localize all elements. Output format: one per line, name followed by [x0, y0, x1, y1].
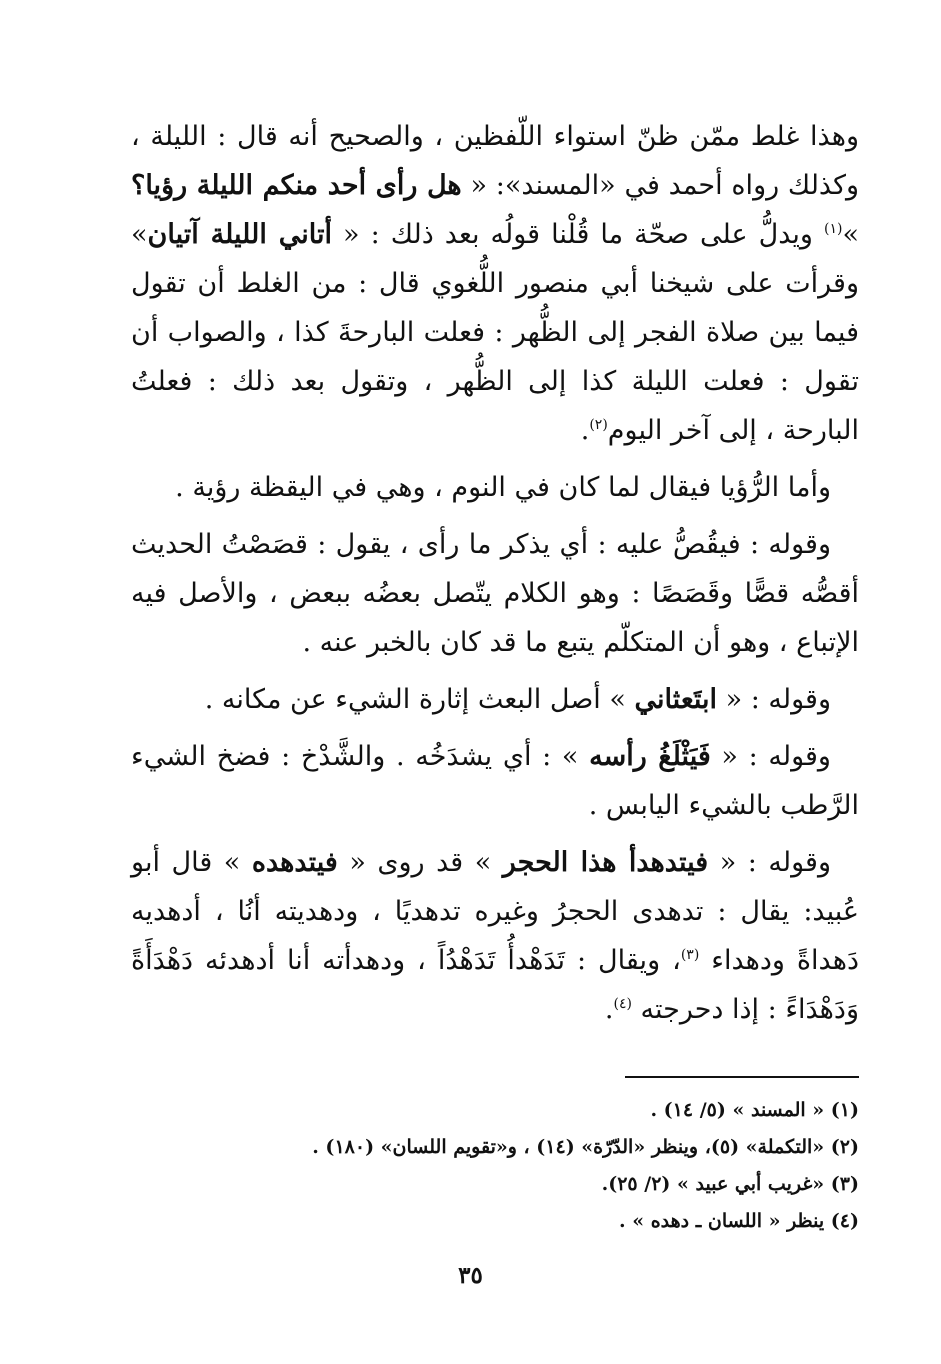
footnote: (٢) «التكملة» (٥)، وينظر «الدّرّة» (١٤) ، و«تقويم اللسان» (١٨٠) .: [312, 1136, 859, 1158]
text-segment: » قد روى «: [337, 847, 503, 878]
footnote-marker: (٢): [589, 417, 608, 433]
text-segment: وقوله : فيقُصُّ عليه : أي يذكر ما رأى ، يقول : قصَصْتُ الحديث أقصُّه قصًّا وقَصَصًا : وهو الكلام يتّصل بعضُه ببعض ، والأصل فيه الإتباع ، وهو أن المتكلّم يتبع ما قد كان بالخبر عنه .: [131, 529, 859, 658]
footnote-separator: [625, 1076, 859, 1078]
hadith-quote: ابتَعثاني: [634, 684, 718, 715]
footnote: (٣) «غريب أبي عبيد » (٢/ ٢٥).: [601, 1173, 859, 1195]
text-segment: وقوله : «: [717, 684, 831, 715]
hadith-quote: فيتدهده: [251, 847, 338, 878]
hadith-quote: هل رأى أحد منكم الليلة رؤيا؟: [131, 170, 462, 201]
footnote: (٤) ينظر « اللسان ـ دهده » .: [619, 1210, 859, 1232]
hadith-quote: أتاني الليلة آتيان: [147, 219, 332, 250]
text-segment: » قال أبو عُبيد: يقال : تدهدى الحجرُ وغيره تدهديًا ، ودهديته أنُا ، أدهديه دَهداةً ودهداء: [131, 847, 859, 976]
footnote-marker: (٣): [680, 947, 700, 963]
main-text: [131, 112, 859, 1042]
text-segment: وقوله : «: [710, 741, 831, 772]
page-number: ٣٥: [458, 1262, 483, 1289]
paragraph: [131, 675, 859, 724]
paragraph: [131, 520, 859, 667]
text-segment: » أصل البعث إثارة الشيء عن مكانه .: [204, 684, 635, 715]
text-segment: ، ويقال : تَدَهْدأُ تَدَهْدُاً ، ودهدأته أنا أدهدئه دَهْدَأَةً وَدَهْدَاءً : إذا دحرجته: [131, 945, 859, 1025]
text-segment: ويدلُّ على صحّة ما قُلْنا قولُه بعد ذلك : «: [331, 219, 824, 250]
text-segment: » وقرأت على شيخنا أبي منصور اللُّغوي قال : من الغلط أن تقول فيما بين صلاة الفجر إلى الظُّهر : فعلت البارحةَ كذا ، والصواب أن تقول : فعلت الليلة كذا إلى الظُّهر ، وتقول بعد ذلك : فعلتُ البارحة ، إلى آخر اليوم: [131, 219, 859, 446]
hadith-quote: فيتدهدأ هذا الحجر: [502, 847, 709, 878]
text-segment: .: [604, 994, 614, 1025]
text-segment: وقوله : «: [708, 847, 831, 878]
text-segment: .: [580, 415, 590, 446]
footnotes: [131, 1092, 859, 1240]
paragraph: [131, 732, 859, 830]
footnote-marker: (٤): [613, 996, 632, 1012]
text-segment: وأما الرُّؤيا فيقال لما كان في النوم ، وهي في اليقظة رؤية .: [175, 472, 831, 503]
footnote: (١) « المسند » (٥/ ١٤) .: [650, 1099, 859, 1121]
text-segment: » : أي يشدَخُه . والشَّدْخ : فضخ الشيء الرَّطب بالشيء اليابس .: [131, 741, 859, 821]
footnote-marker: (١): [824, 221, 843, 237]
hadith-quote: فَيَثْلَغُ رأسه: [589, 741, 711, 772]
text-segment: »: [842, 219, 859, 250]
text-segment: وهذا غلط ممّن ظنّ استواء اللّفظين ، والصحيح أنه قال : الليلة ، وكذلك رواه أحمد في «المسند»: «: [131, 121, 859, 201]
paragraph: [131, 112, 859, 455]
paragraph: [131, 463, 859, 512]
paragraph: [131, 838, 859, 1034]
